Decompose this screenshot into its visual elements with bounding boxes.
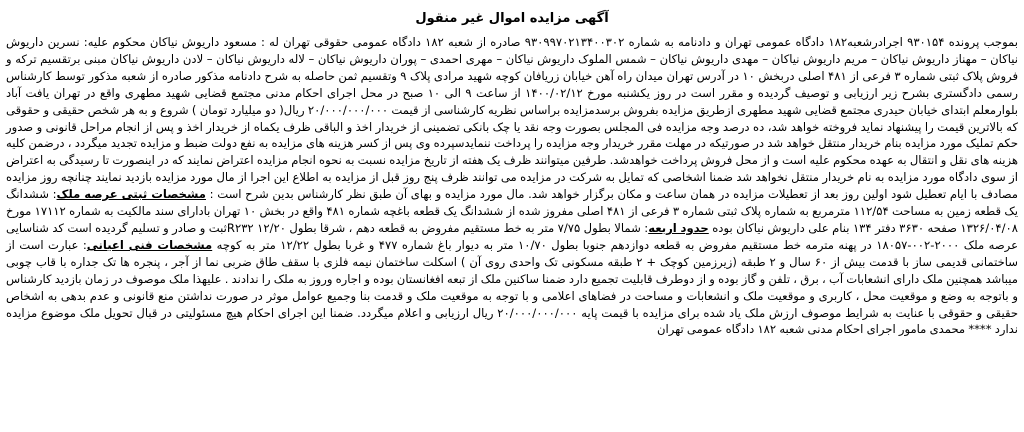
notice-title: آگهی مزایده اموال غیر منقول — [415, 11, 609, 26]
property-borders-heading: حدود اربعه — [648, 220, 709, 235]
notice-paragraph-main: بموجب پرونده ۹۳۰۱۵۴ اجرادرشعبه۱۸۲ دادگاه عمومی تهران و دادنامه به شماره ۹۳۰۹۹۷۰۲۱۳۴۰۰۳۰۲ صادره از شعبه ۱۸۲ دادگاه عمومی حقوقی تهران له : مسعود داریوش نیاکان محکوم علیه: نسرین داریوش نیاکان – مهناز داریوش نیاکان – مریم داریوش نیاکان – مهدی داریوش نیاکان – شمس الملوک داریوش نیاکان – مهری احمدی – پوران داریوش نیاکان – لاله داریوش نیاکان – لادن داریوش نیاکان مبنی برتقسیم ترکه و فروش پلاک ثبتی شماره ۳ فرعی از ۴۸۱ اصلی دربخش ۱۰ در آدرس تهران میدان راه آهن خیابان زریافان کوچه شهید مرادی پلاک ۹ وتقسیم ثمن حاصله به شرح دادنامه مذکور صادره از شعبه مذکور توسط کارشناس رسمی دادگستری بشرح زیر ارزیابی و توصیف گردیده و مقرر است در روز یکشنبه مورخ ۱۴۰۰/۰۲/۱۲ از ساعت ۹ الی ۱۰ صبح در محل اجرای احکام مدنی مجتمع قضایی شهید مطهری واقع در تهران یافت آباد بلوارمعلم ابتدای خیابان حیدری مجتمع قضایی شهید مطهری ازطریق مزایده بفروش برسدمزایده براساس نظریه کارشناسی از قیمت ۲۰/۰۰۰/۰۰۰/۰۰۰ ریال( دو میلیارد تومان ) شروع و به هر شخص حقیقی و حقوقی که بالاترین قیمت را پیشنهاد نماید فروخته خواهد شد، ده درصد وجه مزایده فی المجلس بصورت وجه نقد یا چک بانکی تضمینی از خریدار اخذ و الباقی ظرف یکماه از خریدار اخذ و پس از انجام مراحل قانونی و صدور حکم تملیک مورد مزایده بنام خریدار منتقل خواهد شد در صورتیکه در مهلت مقرر خریدار وجه مزایده را پرداخت ننمایدسپرده وی پس از کسر هزینه های مزایده به نفع دولت ضبط و مزایده تجدید میگردد ، درضمن کلیه هزینه های نقل و انتقال به عهده محکوم علیه است و از محل فروش پرداخت خواهدشد. طرفین میتوانند ظرف یک هفته از تاریخ مزایده نسبت به نحوه انجام مزایده اعتراض نمایند که در اینصورت تا رسیدگی به اعتراض از سوی دادگاه مورد مزایده به نام خریدار منتقل نخواهد شد ضمنا اشخاصی که تمایل به شرکت در مزایده می توانند ظرف پنج روز قبل از مزایده به اطلاع این اجرا از مال مورد مزایده بازدید نمایند چنانچه روز مزایده مصادف با ایام تعطیل شود اولین روز بعد از تعطیلات مزایده در همان ساعت و مکان برگزار خواهد شد. مال مورد مزایده و بهای آن طبق نظر کارشناس بدین شرح است : — [6, 35, 1019, 202]
notice-body — [6, 34, 1018, 338]
technical-specs-text: : عبارت است از ساختمانی قدیمی ساز با قدمت بیش از ۶۰ سال و ۲ طبقه (زیرزمین کوچک + ۲ طبقه مسکونی تک واحدی روی آن ) اسکلت ساختمان نیمه فلزی با سقف طاق ضربی نما از آجر ، پنجره ها تک جداره با قاب چوبی میباشد همچنین ملک دارای انشعابات آب ، برق ، تلفن و گاز بوده و از دوطرف قابلیت تجمیع دارد ضمنا ساکنین ملک از تبعه افغانستان بوده و اجاره وروز به ملک را ندادند . علیهذا ملک موصوف در زمان بازدید کارشناس و باتوجه به وضع و موقعیت محل ، کاربری و موقعیت ملک و انشعابات و مساحت در فضاهای اعلامی و با توجه به موقعیت ملک و قدمت بنا وجمیع عوامل موثر در صورت نداشتن منع قانونی و عدم بدهی به اشخاص حقیقی و حقوقی با عنایت به شرایط موصوف ارزش ملک یاد شده برای مزایده با قیمت پایه ۲۰/۰۰۰/۰۰۰/۰۰۰ ریال ارزیابی و اعلام میگردد. ضمنا این اجرای احکام هیچ مسئولیتی در قبال تحویل ملک موضوع مزایده ندارد **** محمدی مامور اجرای احکام مدنی شعبه ۱۸۲ دادگاه عمومی تهران — [6, 237, 1018, 337]
registration-specs-heading: مشخصات ثبتی عرصه ملک — [56, 187, 206, 202]
registration-specs-text: : ششدانگ یک قطعه زمین به مساحت ۱۱۲/۵۴ مترمربع به شماره پلاک ثبتی شماره ۳ فرعی از ۴۸۱ اصلی مفروز شده از ششدانگ یک قطعه باغچه شماره ۴۸۱ واقع در بخش ۱۰ تهران بادارای سند مالکیت به شماره ۱۷۱۱۲ مورخ ۱۳۲۶/۰۴/۰۸ صفحه ۳۶۳۰ دفتر ۱۳۴ بنام علی داریوش نیاکان بوده — [6, 187, 1019, 235]
technical-specs-heading: مشخصات فنی اعیانی — [86, 237, 213, 252]
property-borders-text: : شمالا بطول ۷/۷۵ متر به خط مستقیم مفروض به قطعه دهم ، شرقا بطول ۱۲/۲۰ R۲۳۲ثبت و صادر و تسلیم گردیده است کد شناسایی عرصه ملک ۲۰۰۰-۰۰۲-۱۸۰۵۷ در پهنه مترمه خط مستقیم مفروض به قطعه دوازدهم جنوبا بطول ۱۰/۷۰ متر به دیوار باغ شماره ۴۷۷ و غربا بطول ۱۲/۲۲ متر به کوچه — [6, 220, 1018, 252]
